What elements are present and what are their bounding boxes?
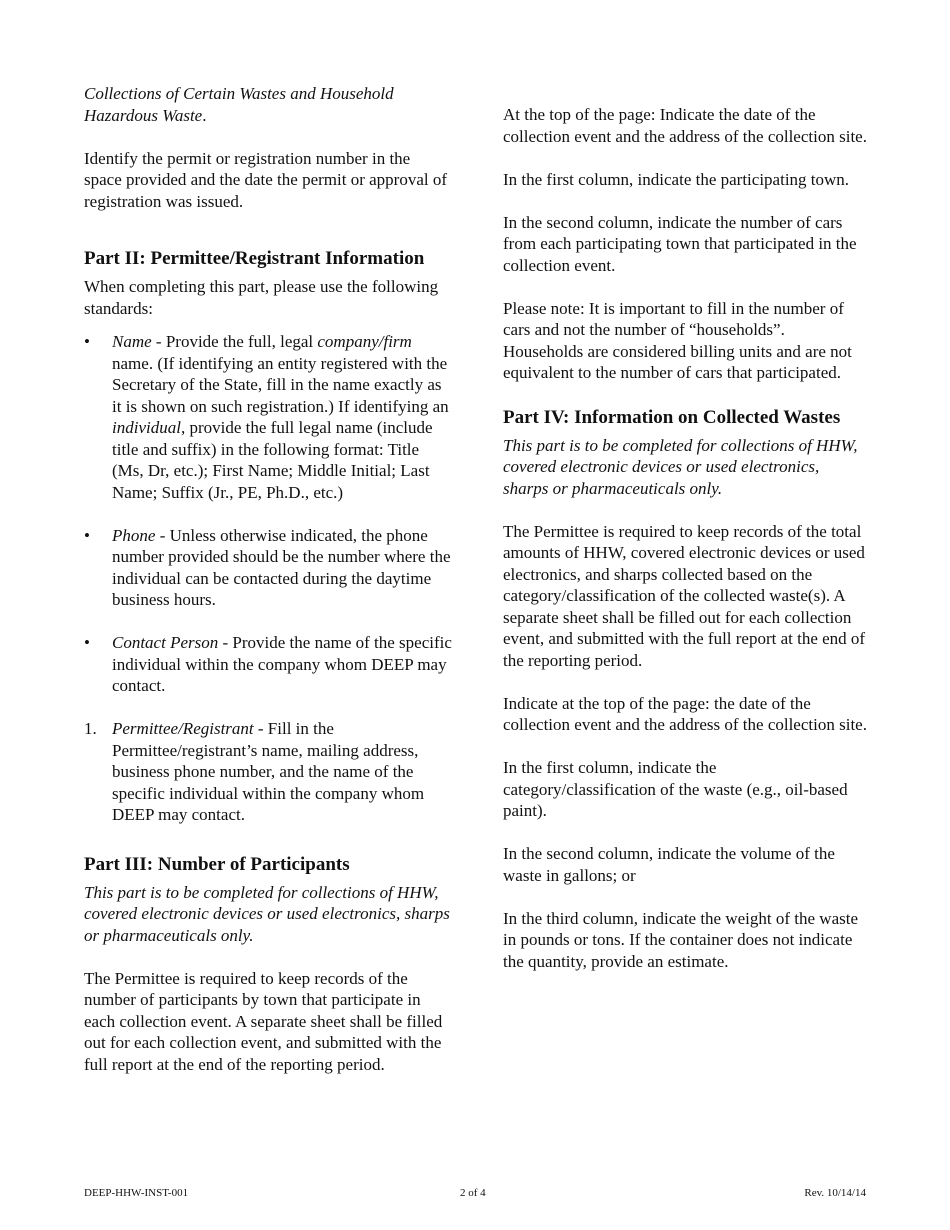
permittee-text: - Fill in the Permittee/registrant’s name, mailing address, business phone number, and the name of the specific individual within the company whom DEEP may contact.: [112, 719, 425, 824]
part2-lead: When completing this part, please use the following standards:: [84, 277, 439, 318]
list-item-contact: [84, 632, 452, 697]
households-note: Please note: It is important to fill in the number of cars and not the number of “households”. Households are considered billing units and are not equivalent to the number of cars that participated.: [503, 298, 852, 382]
footer-page-number: 2 of 4: [460, 1187, 486, 1199]
left-column: [84, 83, 452, 1097]
part3-italic-note: This part is to be completed for collections of HHW, covered electronic devices or used electronics, sharps or pharmaceuticals only.: [84, 882, 450, 945]
footer-revision: Rev. 10/14/14: [804, 1187, 866, 1199]
part4-records: The Permittee is required to keep records of the total amounts of HHW, covered electronic devices or used electronics, and sharps collected based on the category/classification of the collected waste(s). A separate sheet shall be filled out for each collection event, and submitted with the full report at the end of the reporting period.: [503, 521, 866, 670]
bullet-icon: •: [84, 525, 90, 545]
list-item-phone: [84, 525, 452, 611]
phone-text: - Unless otherwise indicated, the phone number provided should be the number where the individual can be contacted during the daytime business hours.: [112, 525, 451, 609]
list-item-permittee: [84, 718, 452, 826]
part4-top-instruction: Indicate at the top of the page: the date of the collection event and the address of the collection site.: [503, 693, 867, 734]
footer-doc-id: DEEP-HHW-INST-001: [84, 1187, 189, 1199]
bullet-icon: •: [84, 633, 90, 652]
part3-records: The Permittee is required to keep records of the number of participants by town that participate in each collection event. A separate sheet shall be filled out for each collection event, and submitted with the full report at the end of the reporting period.: [84, 968, 443, 1074]
name-text-4: individual: [112, 418, 181, 437]
name-text-3: name. (If identifying an entity registered with the Secretary of the State, fill in the name exactly as it is shown on such registration.) If identifying an: [112, 353, 449, 416]
name-text-2: company/firm: [317, 332, 412, 351]
standards-list: [84, 331, 452, 697]
contact-standard: [112, 632, 452, 697]
list-item-name: [84, 331, 452, 503]
numbered-list: [84, 718, 452, 826]
intro-italic: Collections of Certain Wastes and Household Hazardous Waste: [84, 84, 394, 125]
intro-tail: .: [202, 105, 207, 125]
first-column-instruction: In the first column, indicate the participating town.: [503, 169, 850, 189]
name-text-5: , provide the full legal name (include title and suffix) in the following format: Title (Ms, Dr, etc.); First Name; Middle Initial; Last Name; Suffix (Jr., PE, Ph.D., etc.): [112, 418, 433, 502]
name-label: Name: [112, 332, 152, 351]
permittee-label: Permittee/Registrant: [112, 719, 254, 738]
contact-label: Contact Person: [112, 633, 219, 652]
top-of-page-instruction: At the top of the page: Indicate the date of the collection event and the address of the collection site.: [503, 105, 867, 146]
item-number: 1.: [84, 719, 97, 738]
part4-italic-note: This part is to be completed for collections of HHW, covered electronic devices or used electronics, sharps or pharmaceuticals only.: [503, 435, 858, 498]
name-text-1: - Provide the full, legal: [151, 332, 318, 351]
identify-paragraph: Identify the permit or registration number in the space provided and the date the permit or approval of registration was issued.: [84, 148, 448, 211]
phone-standard: [112, 525, 452, 611]
bullet-icon: •: [84, 332, 90, 351]
part4-first-column: In the first column, indicate the category/classification of the waste (e.g., oil-based paint).: [503, 758, 848, 820]
name-standard: [112, 331, 452, 503]
second-column-instruction: In the second column, indicate the number of cars from each participating town that participated in the collection event.: [503, 212, 857, 275]
part4-third-column: In the third column, indicate the weight of the waste in pounds or tons. If the container does not indicate the quantity, provide an estimate.: [503, 908, 859, 971]
intro-paragraph: [84, 83, 452, 126]
part2-heading: Part II: Permittee/Registrant Information: [84, 248, 425, 269]
part4-heading: Part IV: Information on Collected Wastes: [503, 406, 841, 428]
phone-label: Phone: [112, 525, 156, 545]
part4-second-column: In the second column, indicate the volume of the waste in gallons; or: [503, 844, 835, 885]
right-column: [503, 104, 868, 994]
contact-text: - Provide the name of the specific individual within the company whom DEEP may contact.: [112, 633, 452, 695]
part3-heading: Part III: Number of Participants: [84, 853, 350, 875]
permittee-instruction: [112, 718, 452, 826]
